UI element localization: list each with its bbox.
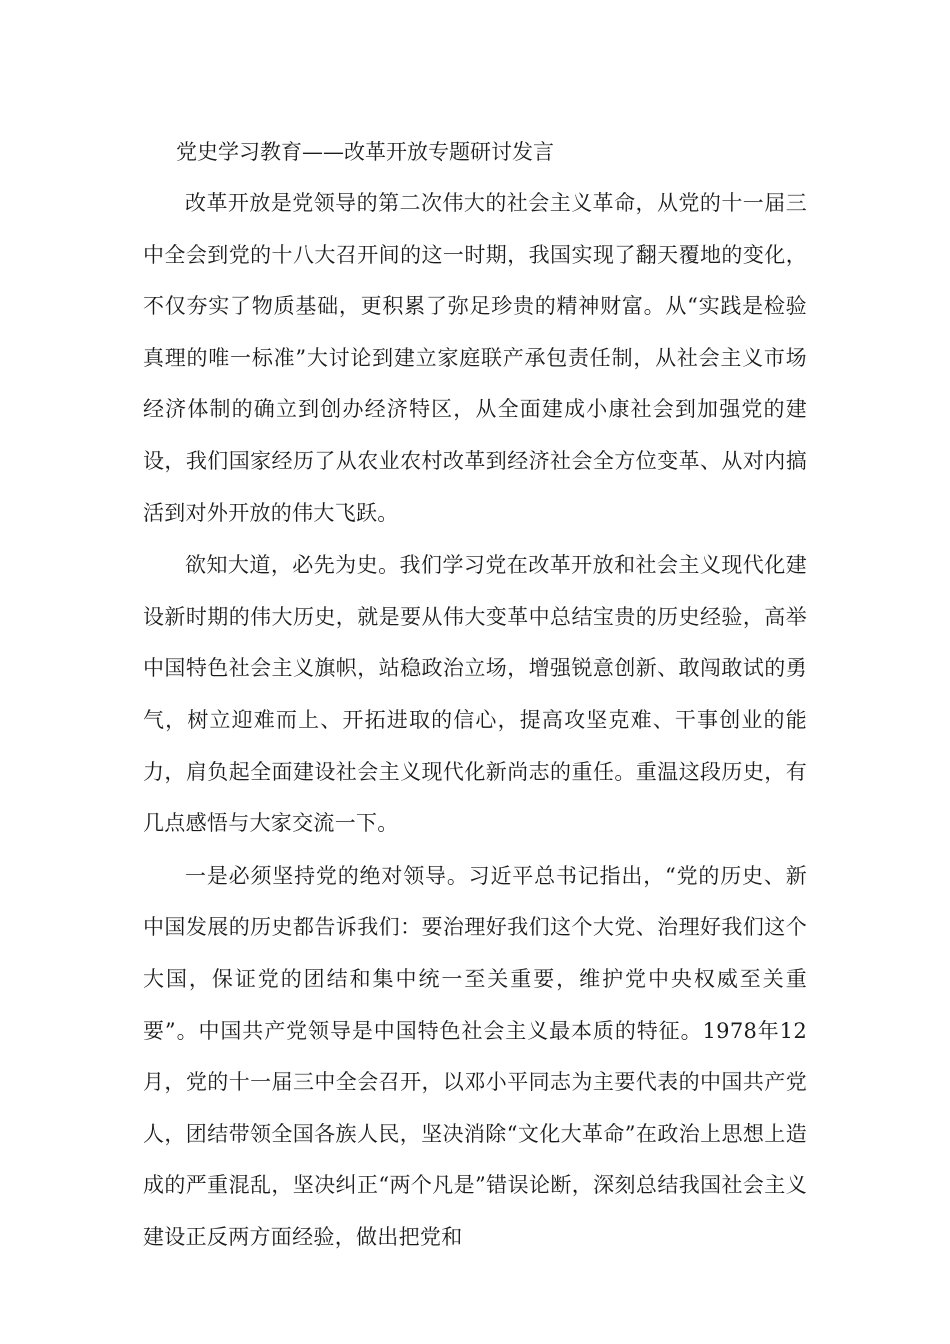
document-body xyxy=(143,126,807,1263)
paragraph-party-leadership: 一是必须坚持党的绝对领导。习近平总书记指出，“党的历史、新中国发展的历史都告诉我们：要治理好我们这个大党、治理好我们这个大国，保证党的团结和集中统一至关重要，维护党中央权威至关重要”。中国共产党领导是中国特色社会主义最本质的特征。1978年12月，党的十一届三中全会召开，以邓小平同志为主要代表的中国共产党人，团结带领全国各族人民，坚决消除“文化大革命”在政治上思想上造成的严重混乱，坚决纠正“两个凡是”错误论断，深刻总结我国社会主义建设正反两方面经验，做出把党和 xyxy=(143,863,807,1249)
paragraph-learning-history: 欲知大道，必先为史。我们学习党在改革开放和社会主义现代化建设新时期的伟大历史，就是要从伟大变革中总结宝贵的历史经验，高举中国特色社会主义旗帜，站稳政治立场，增强锐意创新、敢闯敢试的勇气，树立迎难而上、开拓进取的信心，提高攻坚克难、干事创业的能力，肩负起全面建设社会主义现代化新尚志的重任。重温这段历史，有几点感悟与大家交流一下。 xyxy=(143,553,807,836)
document-title: 党史学习教育——改革开放专题研讨发言 xyxy=(176,140,554,164)
paragraph-reform-overview: 改革开放是党领导的第二次伟大的社会主义革命，从党的十一届三中全会到党的十八大召开间的这一时期，我国实现了翻天覆地的变化，不仅夯实了物质基础，更积累了弥足珍贵的精神财富。从“实践是检验真理的唯一标准”大讨论到建立家庭联产承包责任制，从社会主义市场经济体制的确立到创办经济特区，从全面建成小康社会到加强党的建设，我们国家经历了从农业农村改革到经济社会全方位变革、从对内搞活到对外开放的伟大飞跃。 xyxy=(143,191,807,525)
